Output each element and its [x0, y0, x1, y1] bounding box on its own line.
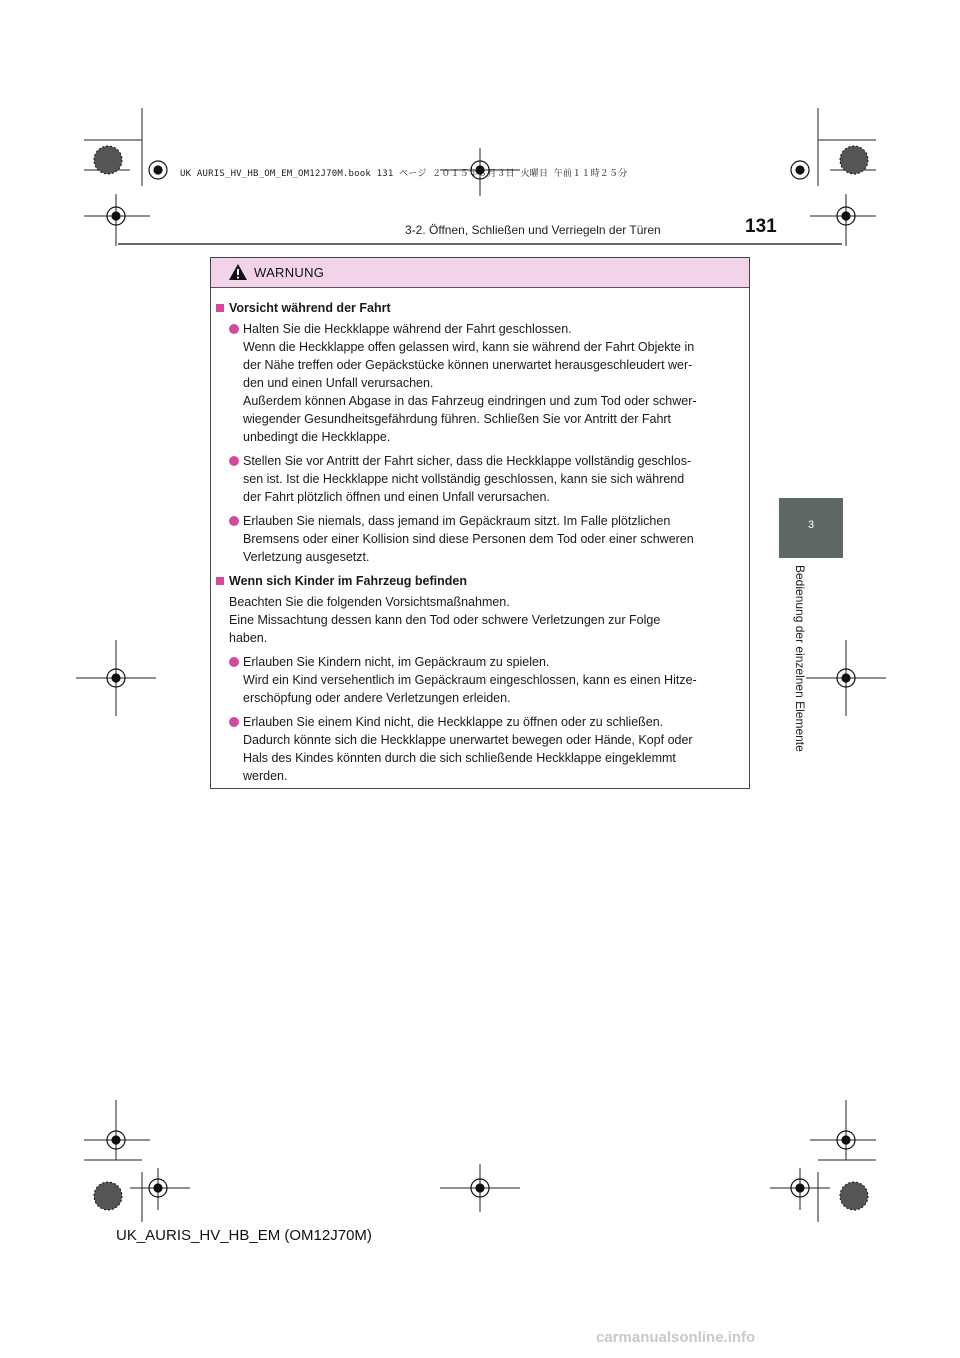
text-line: der Fahrt plötzlich öffnen und einen Unfall verursachen.	[243, 490, 550, 504]
text-line: werden.	[243, 769, 288, 783]
list-item	[216, 512, 743, 566]
text-line: Wird ein Kind versehentlich im Gepäckraum eingeschlossen, kann es einen Hitze-	[243, 673, 697, 687]
text-line: erschöpfung oder andere Verletzungen erleiden.	[243, 691, 511, 705]
watermark: carmanualsonline.info	[596, 1329, 756, 1346]
document-code: UK_AURIS_HV_HB_EM (OM12J70M)	[116, 1227, 372, 1244]
circle-bullet-icon	[229, 324, 239, 334]
list-item	[216, 320, 743, 446]
list-item	[216, 452, 743, 506]
chapter-label-container	[789, 565, 807, 775]
circle-bullet-icon	[229, 657, 239, 667]
header-rule	[118, 243, 842, 245]
circle-bullet-icon	[229, 717, 239, 727]
warning-body	[216, 299, 743, 791]
book-info-line: UK AURIS_HV_HB_OM_EM_OM12J70M.book 131 ページ ２０１５年３月３日 火曜日 午前１１時２５分	[180, 169, 628, 179]
text-line: Verletzung ausgesetzt.	[243, 550, 370, 564]
text-line: Erlauben Sie einem Kind nicht, die Heckklappe zu öffnen oder zu schließen.	[243, 715, 664, 729]
text-line: Außerdem können Abgase in das Fahrzeug eindringen und zum Tod oder schwer-	[243, 394, 697, 408]
circle-bullet-icon	[229, 456, 239, 466]
text-line: Dadurch könnte sich die Heckklappe unerwartet bewegen oder Hände, Kopf oder	[243, 733, 693, 747]
text-line: Wenn die Heckklappe offen gelassen wird, kann sie während der Fahrt Objekte in	[243, 340, 695, 354]
list-item	[216, 653, 743, 707]
text-line: haben.	[229, 631, 268, 645]
warning-box	[210, 257, 750, 789]
text-line: unbedingt die Heckklappe.	[243, 430, 391, 444]
text-line: den und einen Unfall verursachen.	[243, 376, 434, 390]
circle-bullet-icon	[229, 516, 239, 526]
section-heading: Vorsicht während der Fahrt	[216, 299, 743, 317]
text-line: Halten Sie die Heckklappe während der Fahrt geschlossen.	[243, 322, 572, 336]
page-number: 131	[745, 216, 777, 237]
text-line: sen ist. Ist die Heckklappe nicht vollständig geschlossen, kann sie sich während	[243, 472, 685, 486]
warning-header	[211, 258, 749, 288]
text-line: Erlauben Sie Kindern nicht, im Gepäckraum zu spielen.	[243, 655, 550, 669]
section-intro	[216, 593, 743, 647]
text-line: Eine Missachtung dessen kann den Tod oder schwere Verletzungen zur Folge	[229, 613, 661, 627]
square-bullet-icon	[216, 577, 224, 585]
list-item	[216, 713, 743, 785]
text-line: Erlauben Sie niemals, dass jemand im Gepäckraum sitzt. Im Falle plötzlichen	[243, 514, 671, 528]
text-line: Beachten Sie die folgenden Vorsichtsmaßnahmen.	[229, 595, 510, 609]
chapter-number: 3	[807, 519, 815, 531]
chapter-label: Bedienung der einzelnen Elemente	[793, 565, 807, 752]
square-bullet-icon	[216, 304, 224, 312]
warning-triangle-icon	[228, 263, 248, 281]
text-line: Bremsens oder einer Kollision sind diese Personen dem Tod oder einer schweren	[243, 532, 694, 546]
text-line: Hals des Kindes könnten durch die sich schließende Heckklappe eingeklemmt	[243, 751, 676, 765]
section-title: 3-2. Öffnen, Schließen und Verriegeln der Türen	[405, 223, 661, 237]
warning-title: WARNUNG	[254, 265, 325, 280]
text-line: der Nähe treffen oder Gepäckstücke können unerwartet herausgeschleudert wer-	[243, 358, 693, 372]
section-heading: Wenn sich Kinder im Fahrzeug befinden	[216, 572, 743, 590]
text-line: wiegender Gesundheitsgefährdung führen. Schließen Sie vor Antritt der Fahrt	[243, 412, 672, 426]
text-line: Stellen Sie vor Antritt der Fahrt sicher, dass die Heckklappe vollständig geschlos-	[243, 454, 692, 468]
